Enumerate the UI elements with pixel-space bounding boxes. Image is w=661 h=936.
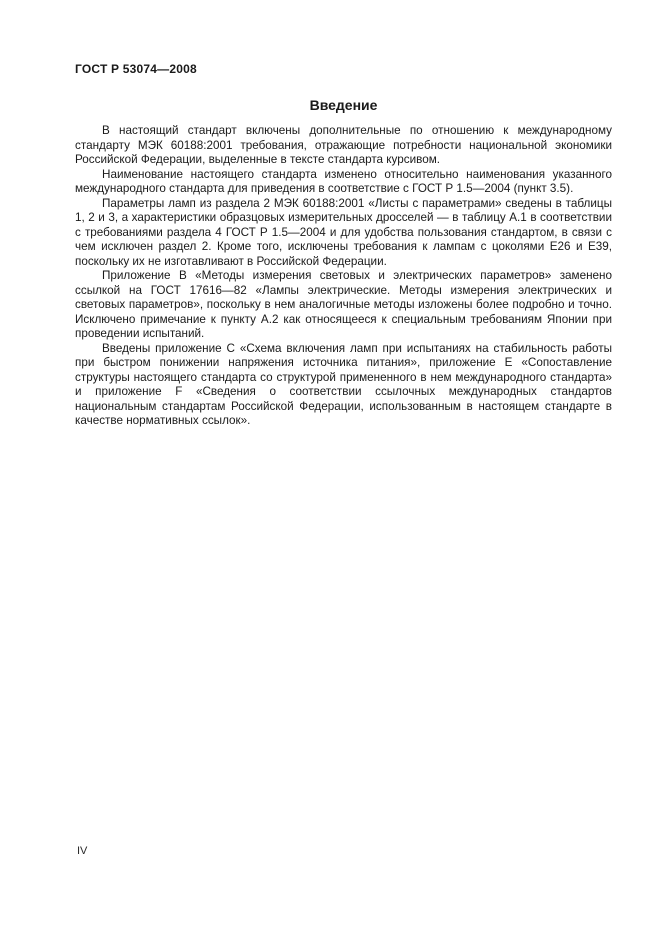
standard-code: ГОСТ Р 53074—2008 (75, 62, 197, 76)
paragraph-4: Приложение В «Методы измерения световых и электрических параметров» заменено ссылкой на ГОСТ 17616—82 «Лампы электрические. Методы измерения электрических и световых параметров», поскольку в нем аналогичные методы изложены более подробно и точно. Исключено примечание к пункту А.2 как относящееся к специальным требованиям Японии при проведении испытаний. (75, 269, 612, 340)
section-title: Введение (309, 97, 378, 113)
paragraph-2: Наименование настоящего стандарта изменено относительно наименования указанного международного стандарта для приведения в соответствие с ГОСТ Р 1.5—2004 (пункт 3.5). (75, 167, 612, 195)
page-number: IV (77, 845, 88, 857)
paragraph-1: В настоящий стандарт включены дополнительные по отношению к международному стандарту МЭК 60188:2001 требования, отражающие потребности национальной экономики Российской Федерации, выделенные в тексте стандарта курсивом. (75, 124, 612, 166)
introduction-text (75, 124, 612, 429)
paragraph-5: Введены приложение С «Схема включения ламп при испытаниях на стабильность работы при быстром понижении напряжения источника питания», приложение Е «Сопоставление структуры настоящего стандарта со структурой примененного в нем международного стандарта» и приложение F «Сведения о соответствии ссылочных международных стандартов национальным стандартам Российской Федерации, использованным в настоящем стандарте в качестве нормативных ссылок». (75, 341, 612, 427)
paragraph-3: Параметры ламп из раздела 2 МЭК 60188:2001 «Листы с параметрами» сведены в таблицы 1, 2 и 3, а характеристики образцовых измерительных дросселей — в таблицу А.1 в соответствии с требованиями раздела 4 ГОСТ Р 1.5—2004 и для удобства пользования стандартом, в связи с чем исключен раздел 2. Кроме того, исключены требования к лампам с цоколями Е26 и Е39, поскольку их не изготавливают в Российской Федерации. (75, 196, 612, 268)
